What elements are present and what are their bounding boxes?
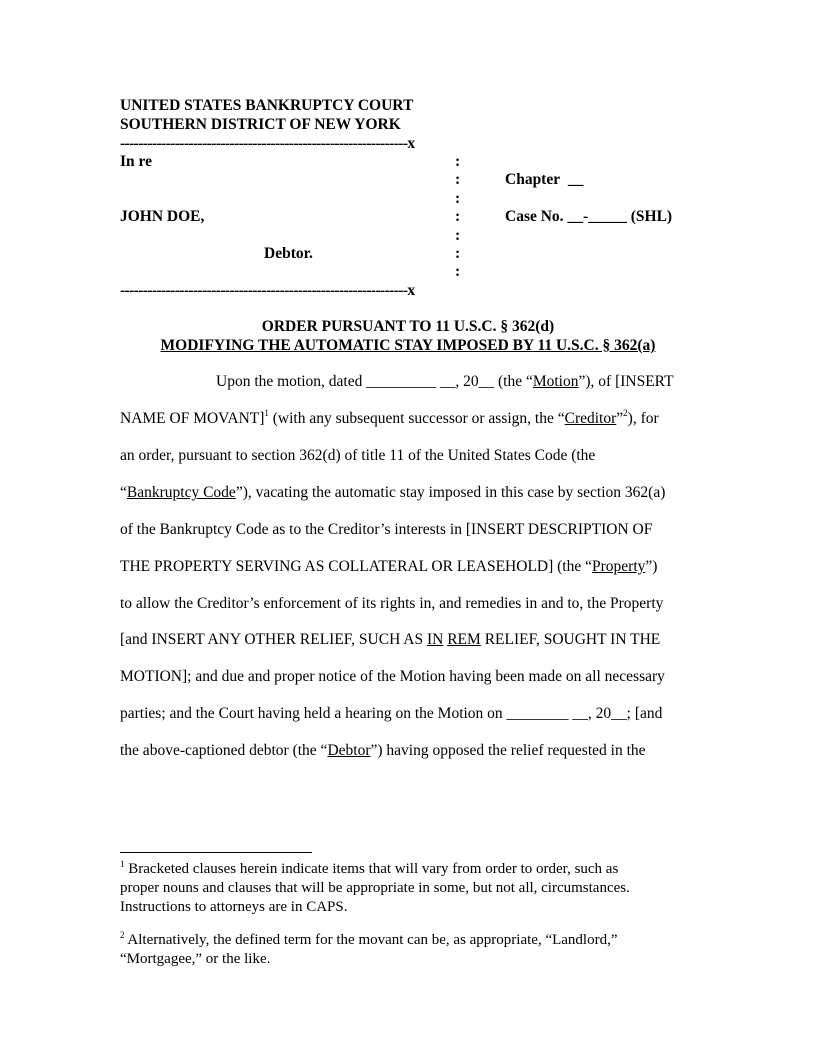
footnote-1-number: 1 — [120, 859, 125, 869]
chapter-field — [505, 171, 583, 189]
court-district: SOUTHERN DISTRICT OF NEW YORK — [120, 116, 401, 133]
body-line-3: an order, pursuant to section 362(d) of title 11 of the United States Code (the — [120, 447, 596, 464]
body-line-1: Upon the motion, dated _________ __, 20__ (the “Motion”), of [INSERT — [216, 373, 674, 390]
court-name: UNITED STATES BANKRUPTCY COURT — [120, 97, 414, 114]
caption-divider-top: ---------------------------------------------------------------x — [120, 135, 415, 152]
debtor-name: JOHN DOE, — [120, 208, 205, 225]
defined-term-debtor: Debtor — [327, 742, 371, 759]
defined-term-creditor: Creditor — [564, 410, 617, 427]
body-line-2: NAME OF MOVANT]$^1$ (with any subsequent successor or assign, the “Creditor”$^2$), for — [120, 408, 659, 427]
case-number-field — [505, 208, 672, 226]
caption-colon: : — [455, 190, 461, 207]
defined-term-motion: Motion — [532, 373, 579, 390]
caption-colon: : — [455, 153, 461, 170]
footnote-ref-2[interactable]: 2 — [623, 408, 628, 418]
body-line-4: “Bankruptcy Code”), vacating the automatic stay imposed in this case by section 362(a) — [120, 484, 666, 501]
body-line-10: parties; and the Court having held a hearing on the Motion on ________ __, 20__; [and — [120, 705, 663, 722]
body-line-5: of the Bankruptcy Code as to the Creditor’s interests in [INSERT DESCRIPTION OF — [120, 521, 653, 538]
footnote-1-line-3: Instructions to attorneys are in CAPS. — [120, 899, 348, 915]
footnote-2-line-1: $^2$ Alternatively, the defined term for the movant can be, as appropriate, “Landlord,” — [120, 930, 618, 948]
body-line-7: to allow the Creditor’s enforcement of its rights in, and remedies in and to, the Property — [120, 595, 664, 612]
in-re-label: In re — [120, 153, 153, 170]
case-no-value: __-_____ — [567, 208, 627, 225]
chapter-label: Chapter — [505, 171, 561, 188]
caption-colon: : — [455, 208, 461, 225]
debtor-label: Debtor. — [264, 245, 313, 262]
defined-term-property: Property — [592, 558, 646, 575]
order-title-line2: MODIFYING THE AUTOMATIC STAY IMPOSED BY 11 U.S.C. § 362(a) — [160, 337, 656, 354]
footnote-1-line-2: proper nouns and clauses that will be appropriate in some, but not all, circumstances. — [120, 880, 630, 896]
body-line-6: THE PROPERTY SERVING AS COLLATERAL OR LEASEHOLD] (the “Property”) — [120, 558, 658, 575]
caption-colon: : — [455, 263, 461, 280]
footnote-ref-1[interactable]: 1 — [264, 408, 269, 418]
footnote-1-line-1: $^1$ Bracketed clauses herein indicate items that will vary from order to order, such as — [120, 859, 619, 877]
footnote-2-line-2: “Mortgagee,” or the like. — [120, 951, 271, 967]
chapter-value: __ — [567, 171, 584, 188]
caption-colon: : — [455, 227, 461, 244]
case-no-label: Case No. — [505, 208, 564, 225]
caption-colon: : — [455, 171, 461, 188]
case-no-suffix: (SHL) — [630, 208, 673, 225]
defined-term-bankruptcy-code: Bankruptcy Code — [126, 484, 236, 501]
caption-colon: : — [455, 245, 461, 262]
caption-divider-bottom: ---------------------------------------------------------------x — [120, 282, 415, 299]
body-line-9: MOTION]; and due and proper notice of the Motion having been made on all necessary — [120, 668, 665, 685]
body-line-11: the above-captioned debtor (the “Debtor”) having opposed the relief requested in the — [120, 742, 646, 759]
order-title-line1: ORDER PURSUANT TO 11 U.S.C. § 362(d) — [261, 318, 555, 335]
footnote-separator — [120, 852, 312, 853]
footnote-2-number: 2 — [120, 930, 125, 940]
body-line-8: [and INSERT ANY OTHER RELIEF, SUCH AS IN REM RELIEF, SOUGHT IN THE — [120, 631, 661, 648]
